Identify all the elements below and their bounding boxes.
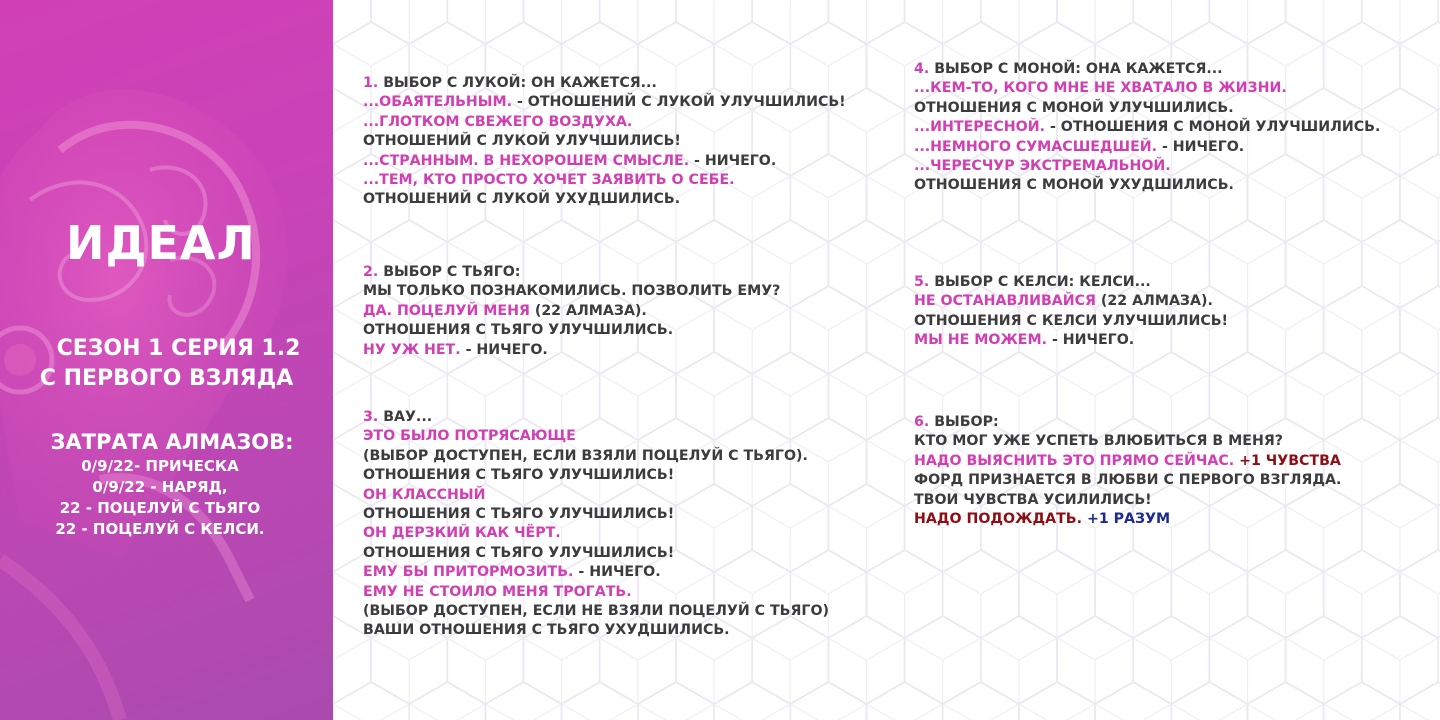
option-result: ВАШИ ОТНОШЕНИЯ С ТЬЯГО УХУДШИЛИСЬ. (363, 622, 730, 639)
choice-number: 6. (914, 414, 930, 430)
choice-block-3 (363, 408, 829, 641)
choice-block-5 (914, 273, 1228, 351)
option-text: ...ЧЕРЕСЧУР ЭКСТРЕМАЛЬНОЙ. (914, 158, 1171, 175)
choice-number: 4. (914, 61, 930, 77)
option-text: НАДО ПОДОЖДАТЬ. (914, 511, 1082, 528)
option-text: ...СТРАННЫМ. В НЕХОРОШЕМ СМЫСЛЕ. (363, 152, 690, 169)
option-cost: (22 АЛМАЗА). (529, 302, 647, 319)
option-text: ЕМУ БЫ ПРИТОРМОЗИТЬ. (363, 564, 574, 581)
choice-question: КТО МОГ УЖЕ УСПЕТЬ ВЛЮБИТЬСЯ В МЕНЯ? (914, 433, 1284, 450)
option-result: - ОТНОШЕНИЙ С ЛУКОЙ УЛУЧШИЛИСЬ! (512, 94, 846, 111)
option-result: ОТНОШЕНИЯ С ТЬЯГО УЛУЧШИЛИСЬ! (363, 544, 675, 561)
choice-question: МЫ ТОЛЬКО ПОЗНАКОМИЛИСЬ. ПОЗВОЛИТЬ ЕМУ? (363, 283, 781, 300)
diamond-costs (0, 428, 320, 540)
option-text: НАДО ВЫЯСНИТЬ ЭТО ПРЯМО СЕЙЧАС. (914, 452, 1235, 469)
choice-block-1 (363, 74, 846, 210)
choice-block-4 (914, 60, 1380, 196)
option-result: ОТНОШЕНИЯ С МОНОЙ УХУДШИЛИСЬ. (914, 177, 1234, 194)
choice-number: 2. (363, 264, 379, 280)
option-text: ...ГЛОТКОМ СВЕЖЕГО ВОЗДУХА. (363, 113, 633, 130)
option-result: ОТНОШЕНИЯ С МОНОЙ УЛУЧШИЛИСЬ. (914, 99, 1234, 116)
option-text: ...НЕМНОГО СУМАСШЕДШЕЙ. (914, 138, 1158, 155)
episode-name: С ПЕРВОГО ВЗЛЯДА (39, 366, 294, 391)
option-result: ОТНОШЕНИЯ С ТЬЯГО УЛУЧШИЛИСЬ! (363, 506, 675, 523)
option-text: ЭТО БЫЛО ПОТРЯСАЮЩЕ (363, 428, 576, 445)
option-text: НУ УЖ НЕТ. (363, 341, 461, 358)
choice-heading: ВЫБОР С КЕЛСИ: КЕЛСИ... (929, 274, 1151, 290)
choice-heading: ВАУ... (378, 409, 433, 425)
option-text: ОН ДЕРЗКИЙ КАК ЧЁРТ. (363, 525, 561, 542)
choice-block-6 (914, 413, 1341, 529)
option-text: ...КЕМ-ТО, КОГО МНЕ НЕ ХВАТАЛО В ЖИЗНИ. (914, 80, 1287, 97)
choice-number: 3. (363, 409, 379, 425)
cost-line: 22 - ПОЦЕЛУЙ С КЕЛСИ. (55, 520, 265, 538)
option-result: - НИЧЕГО. (1157, 138, 1245, 155)
choice-heading: ВЫБОР С МОНОЙ: ОНА КАЖЕТСЯ... (929, 61, 1223, 77)
option-result: ОТНОШЕНИЙ С ЛУКОЙ УЛУЧШИЛИСЬ! (363, 133, 681, 150)
costs-heading: ЗАТРАТА АЛМАЗОВ: (50, 430, 294, 454)
option-text: ОН КЛАССНЫЙ (363, 486, 486, 503)
cost-line: 22 - ПОЦЕЛУЙ С ТЬЯГО (59, 499, 261, 517)
choice-heading: ВЫБОР С ТЬЯГО: (378, 264, 521, 280)
choice-block-2 (363, 263, 780, 360)
cost-line: 0/9/22 - НАРЯД, (92, 478, 228, 496)
option-result: - НИЧЕГО. (460, 341, 548, 358)
mind-bonus: +1 РАЗУМ (1082, 511, 1171, 528)
season-info (0, 334, 333, 394)
option-result: - ОТНОШЕНИЯ С МОНОЙ УЛУЧШИЛИСЬ. (1045, 119, 1381, 136)
option-text: ...ОБАЯТЕЛЬНЫМ. (363, 94, 512, 111)
option-result: ОТНОШЕНИЯ С ТЬЯГО УЛУЧШИЛИСЬ! (363, 467, 675, 484)
option-result: - НИЧЕГО. (573, 564, 661, 581)
choice-number: 1. (363, 75, 379, 91)
cost-line: 0/9/22- ПРИЧЕСКА (81, 457, 239, 475)
option-result: ТВОИ ЧУВСТВА УСИЛИЛИСЬ! (914, 491, 1152, 508)
choices-area (333, 0, 1440, 720)
season-episode: СЕЗОН 1 СЕРИЯ 1.2 (56, 336, 301, 361)
choice-number: 5. (914, 274, 930, 290)
option-condition: (ВЫБОР ДОСТУПЕН, ЕСЛИ ВЗЯЛИ ПОЦЕЛУЙ С ТЬЯГО). (363, 447, 808, 464)
option-result: ФОРД ПРИЗНАЕТСЯ В ЛЮБВИ С ПЕРВОГО ВЗГЛЯДА. (914, 472, 1342, 489)
option-result: - НИЧЕГО. (689, 152, 777, 169)
story-title: ИДЕАЛ (66, 216, 256, 270)
option-result: ОТНОШЕНИЯ С КЕЛСИ УЛУЧШИЛИСЬ! (914, 312, 1229, 329)
option-condition: (ВЫБОР ДОСТУПЕН, ЕСЛИ НЕ ВЗЯЛИ ПОЦЕЛУЙ С ТЬЯГО) (363, 603, 829, 620)
option-text: ...ИНТЕРЕСНОЙ. (914, 119, 1045, 136)
option-result: ОТНОШЕНИЯ С ТЬЯГО УЛУЧШИЛИСЬ. (363, 322, 674, 339)
choice-heading: ВЫБОР: (929, 414, 999, 430)
option-cost: (22 АЛМАЗА). (1095, 293, 1213, 310)
option-text: ДА. ПОЦЕЛУЙ МЕНЯ (363, 302, 530, 319)
option-text: ...ТЕМ, КТО ПРОСТО ХОЧЕТ ЗАЯВИТЬ О СЕБЕ. (363, 172, 735, 189)
option-result: ОТНОШЕНИЙ С ЛУКОЙ УХУДШИЛИСЬ. (363, 191, 681, 208)
choice-heading: ВЫБОР С ЛУКОЙ: ОН КАЖЕТСЯ... (378, 75, 657, 91)
option-text: МЫ НЕ МОЖЕМ. (914, 332, 1048, 349)
cover-panel (0, 0, 333, 720)
feelings-bonus: +1 ЧУВСТВА (1234, 452, 1341, 469)
option-text: НЕ ОСТАНАВЛИВАЙСЯ (914, 293, 1096, 310)
option-result: - НИЧЕГО. (1047, 332, 1135, 349)
option-text: ЕМУ НЕ СТОИЛО МЕНЯ ТРОГАТЬ. (363, 583, 632, 600)
